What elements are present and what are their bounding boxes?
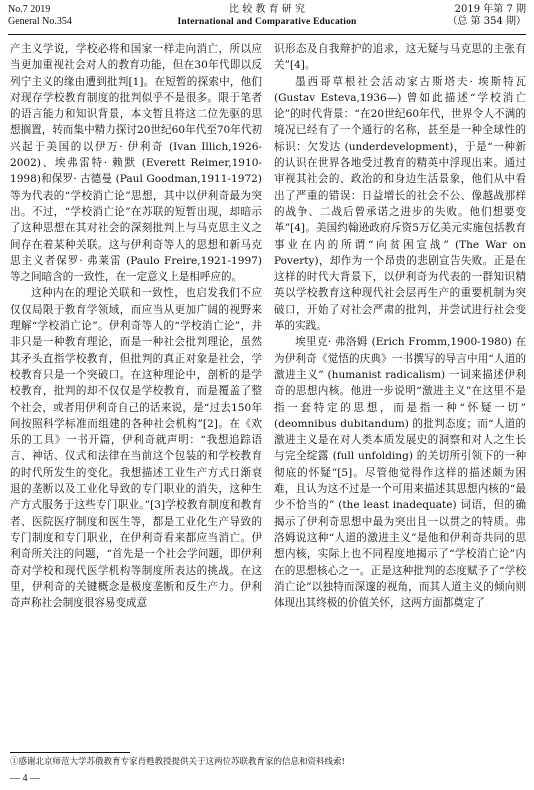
header-general-chinese: （总 第 354 期） bbox=[447, 16, 526, 27]
header-issue-block bbox=[8, 4, 72, 28]
header-issue-number: No.7 2019 bbox=[8, 4, 51, 15]
body-paragraph: 墨西哥草根社会活动家古斯塔夫· 埃斯特瓦 (Gustav Esteva,1936—) 曾如此描述“学校消亡论”的时代背景：“在20世纪60年代，世界令人不满的境况已经有了一个通行的名称，甚至是一种全球性的标识：欠发达 (underdevelopment)，于是“一种新的认识在世界各地受过教育的精英中浮现出来。通过审视其社会的、政治的和身边生活景象，他们从中看出了严重的错误：日益增长的社会不公、像越战那样的战争、二战后曾承诺之进步的失败。他们想要变革”[4]。美国约翰逊政府斥资5万亿美元实施包括教育事业在内的所谓“向贫困宣战” (The War on Poverty)，却作为一个昂贵的悲剧宣告失败。正是在这样的时代大背景下，以伊利奇为代表的一群知识精英以学校教育这种现代社会层再生产的重要机制为突破口，开始了对社会严肃的批判，并尝试进行社会变革的实践。 bbox=[274, 75, 526, 333]
journal-title-english: International and Comparative Education bbox=[177, 17, 357, 27]
body-paragraph: 识形态及自我辩护的追求，这无疑与马克思的主张有关”[4]。 bbox=[274, 43, 526, 72]
left-text-column bbox=[10, 41, 262, 745]
body-paragraph: 产主义学说，学校必将和国家一样走向消亡，所以应当更加重视社会对人的教育功能，但在30年代即以反列宁主义的缘由遭到批判[1]。在短暂的探索中，他们对现存学校教育制度的批判似乎不是很多。限于笔者的语言能力和知识背景，本文暂且将这二位先驱的思想搁置，转而集中精力探讨20世纪60年代至70年代初兴起于美国的以伊万· 伊利奇 (Ivan Illich,1926-2002)、埃弗雷特· 赖默 (Everett Reimer,1910-1998)和保罗· 古德曼 (Paul Goodman,1911-1972) 等为代表的“学校消亡论”思想，其中以伊利奇最为突出。不过，“学校消亡论”在苏联的短暂出现，却暗示了这种思想在其对社会的深刻批判上与马克思主义之间存在着某种关联。这与伊利奇等人的思想和新马克思主义者保罗· 弗莱雷 (Paulo Freire,1921-1997) 等之间暗含的一致性，在一定意义上是相呼应的。 bbox=[10, 43, 262, 284]
header-issue-block-chinese bbox=[447, 4, 526, 28]
header-journal-title bbox=[128, 4, 406, 28]
page-number: — 4 — bbox=[10, 773, 40, 784]
header-general-number: General No.354 bbox=[8, 16, 72, 27]
body-paragraph: 埃里克· 弗洛姆 (Erich Fromm,1900-1980) 在为伊利奇《觉悟的庆典》一书撰写的导言中用“人道的激进主义” (humanist radicalism) 一词来描述伊利奇的思想内核。他进一步说明“激进主义”在这里不是指一套特定的思想，而是指一种“怀疑一切” (deomnibus dubitandum) 的批判态度；而“人道的激进主义是在对人类本质发展史的洞察和对人之生长与完全绽露 (full unfolding) 的关切所引领下的一种彻底的怀疑”[5]。尽管他觉得作这样的描述颇为困难，且认为这不过是一个可用来描述其思想内核的“最少不恰当的” (the least inadequate) 词语，但的确揭示了伊利奇思想中最为突出且一以贯之的特质。弗洛姆说这种“人道的激进主义”是他和伊利奇共同的思想内核，实际上也不同程度地揭示了“学校消亡论”内在的思想核心之一。正是这种批判的态度赋予了“学校消亡论”以独特而深邃的视角，而其人道主义的倾向则体现出其终极的价值关怀，这两方面都奠定了 bbox=[274, 336, 526, 610]
right-text-column bbox=[274, 41, 526, 745]
footnote: ①感谢北京师范大学苏俄教育专家肖甦教授提供关于这两位苏联教育家的信息和资料线索! bbox=[10, 757, 345, 767]
footnote-divider bbox=[10, 752, 130, 753]
header-issue-chinese: 2019 年第 7 期 bbox=[454, 4, 526, 15]
journal-title-chinese: 比 较 教 育 研 究 bbox=[229, 4, 305, 15]
body-paragraph: 这种内在的理论关联和一致性，也启发我们不应仅仅局限于教育学领域，而应当从更加广阔的视野来理解“学校消亡论”。伊利奇等人的“学校消亡论”，并非只是一种教育理论，而是一种社会批判理论，虽然其矛头直指学校教育，但批判的真正对象是社会，学校教育只是一个突破口。在这种理论中，剖析的是学校教育，批判的却不仅仅是学校教育，而是覆盖了整个社会，或者用伊利奇自己的话来说，是“过去150年间按照科学标准而组建的各种社会机构”[2]。在《欢乐的工具》一书开篇，伊利奇就声明：“我想追踪语言、神话、仪式和法律在当前这个包装的和学校教育的时代所发生的变化。我想描述工业生产方式日渐衰退的垄断以及工业化导致的专门职业的消失，这种生产方式服务于这些专门职业。”[3]学校教育制度和教育者、医院医疗制度和医生等，都是工业化生产导致的专门制度和专门职业，在伊利奇看来都应当消亡。伊利奇所关注的问题，“首先是一个社会学问题，即伊利奇对学校和现代医学机构等制度所表达的挑战。在这里，伊利奇的关键概念是极度垄断和反生产力。伊利奇声称社会制度很容易变成意 bbox=[10, 287, 262, 610]
running-header bbox=[8, 4, 526, 35]
